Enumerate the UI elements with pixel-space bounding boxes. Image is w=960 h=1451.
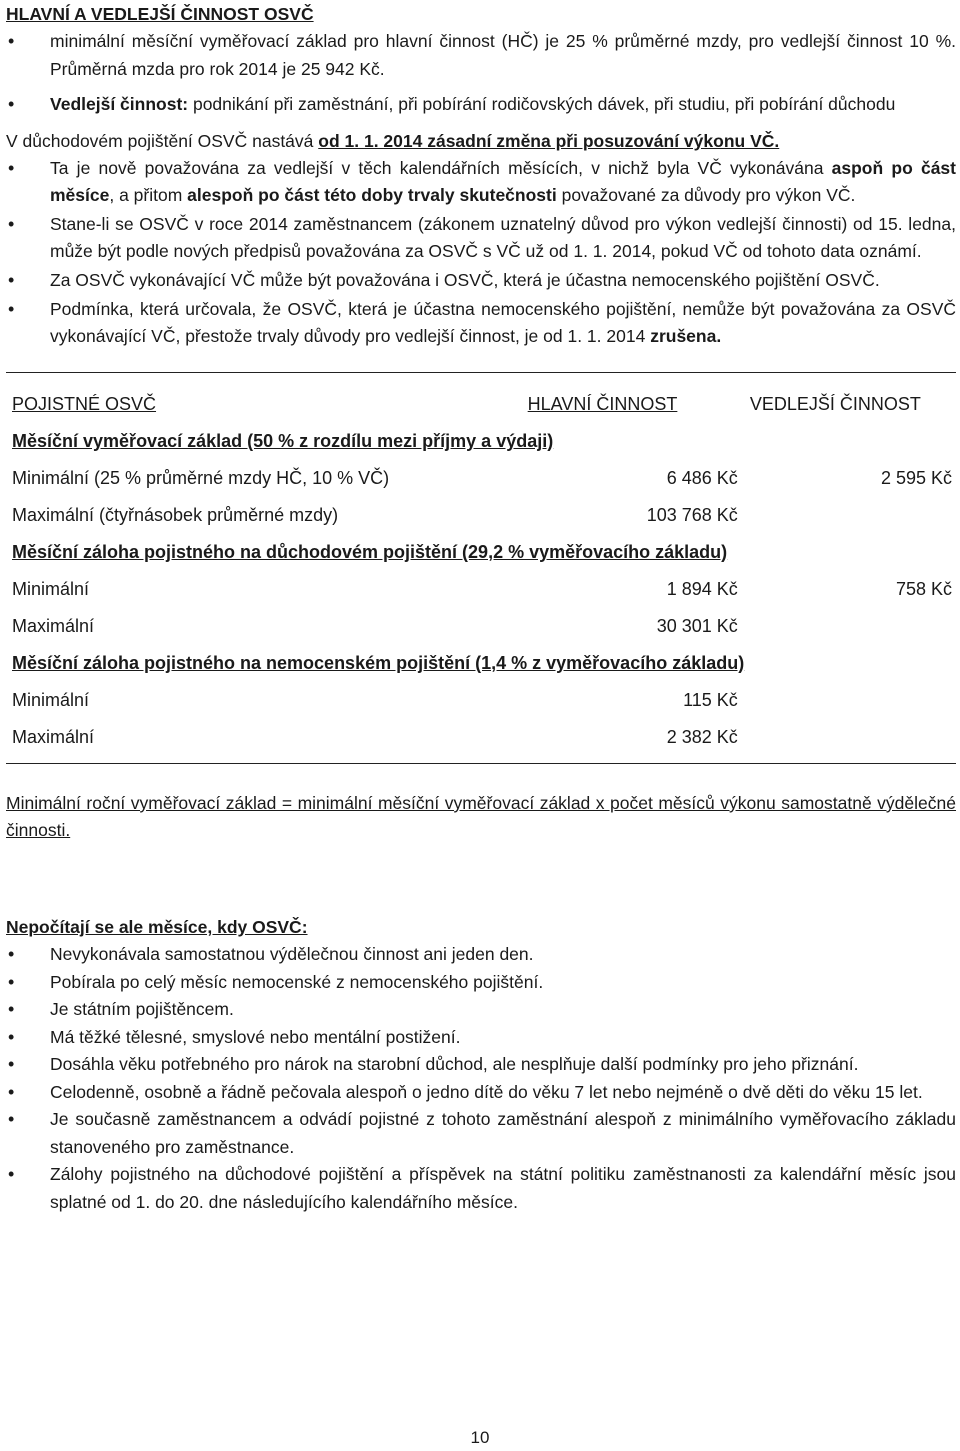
table-row — [6, 714, 956, 751]
row-label: Minimální — [12, 690, 90, 710]
intro-list — [6, 27, 956, 118]
section-title: Měsíční záloha pojistného na důchodovém pojištění (29,2 % vyměřovacího základu) — [12, 542, 728, 562]
table-row — [6, 677, 956, 714]
rule-1-text-a: Ta je nově považována za vedlejší v těch kalendářních měsících, v nichž byla VČ vykonávána — [50, 158, 832, 178]
row-label: Minimální (25 % průměrné mzdy HČ, 10 % VČ) — [12, 468, 390, 488]
col-header-side: VEDLEJŠÍ ČINNOST — [749, 394, 921, 414]
row-value-main: 30 301 Kč — [656, 616, 738, 636]
side-activity-label: Vedlejší činnost: — [50, 94, 189, 114]
row-value-main: 115 Kč — [683, 690, 738, 710]
excluded-months-list — [6, 941, 956, 1216]
rule-1 — [6, 155, 956, 209]
row-value-side: 758 Kč — [895, 579, 952, 599]
col-header-main: HLAVNÍ ČINNOST — [527, 394, 678, 414]
row-label: Maximální — [12, 727, 95, 747]
rules-list — [6, 155, 956, 350]
lead-emphasis: od 1. 1. 2014 zásadní změna při posuzování výkonu VČ. — [318, 131, 780, 151]
section-title: Měsíční záloha pojistného na nemocenském pojištění (1,4 % z vyměřovacího základu) — [12, 653, 745, 673]
intro-bullet-2 — [6, 90, 956, 118]
row-value-main: 103 768 Kč — [646, 505, 738, 525]
list-item: • Nevykonávala samostatnou výdělečnou činnost ani jeden den. — [6, 941, 956, 969]
list-item: • Zálohy pojistného na důchodové pojištění a příspěvek na státní politiku zaměstnanosti za kalendářní měsíc jsou splatné od 1. do 20. dne následujícího kalendářního měsíce. — [6, 1161, 956, 1216]
row-label: Minimální — [12, 579, 90, 599]
rule-4-bold: zrušena. — [650, 326, 722, 346]
pension-change-paragraph — [6, 127, 956, 155]
table-section-base — [6, 418, 956, 455]
row-value-main: 1 894 Kč — [666, 579, 738, 599]
table-row — [6, 603, 956, 640]
list-item: • Pobírala po celý měsíc nemocenské z nemocenského pojištění. — [6, 969, 956, 997]
list-item: • Dosáhla věku potřebného pro nárok na starobní důchod, ale nesplňuje další podmínky pro jeho přiznání. — [6, 1051, 956, 1079]
annual-base-note: Minimální roční vyměřovací základ = minimální měsíční vyměřovací základ x počet měsíců výkonu samostatně výdělečné činnosti. — [6, 793, 956, 840]
col-header-insurance: POJISTNÉ OSVČ — [12, 394, 157, 414]
rule-1-bold-b: alespoň po část této doby trvaly skutečnosti — [187, 185, 557, 205]
rule-3: • Za OSVČ vykonávající VČ může být považována i OSVČ, která je účastna nemocenského pojištění OSVČ. — [6, 267, 956, 294]
document-page — [6, 0, 956, 1216]
row-value-main: 6 486 Kč — [666, 468, 738, 488]
rule-2: • Stane-li se OSVČ v roce 2014 zaměstnancem (zákonem uznatelný důvod pro výkon vedlejší činnosti) od 15. ledna, může být podle nových předpisů považována za OSVČ s VČ už od 1. 1. 2014, pokud VČ od tohoto data oznámí. — [6, 211, 956, 265]
list-item: • Je současně zaměstnancem a odvádí pojistné z tohoto zaměstnání alespoň z minimálního vyměřovacího základu stanoveného pro zaměstnance. — [6, 1106, 956, 1161]
table-row — [6, 455, 956, 492]
lead-text: V důchodovém pojištění OSVČ nastává — [6, 131, 319, 151]
list-item: • Má těžké tělesné, smyslové nebo mentální postižení. — [6, 1024, 956, 1052]
section-title: Měsíční vyměřovací základ (50 % z rozdílu mezi příjmy a výdaji) — [12, 431, 554, 451]
intro-bullet-1: • minimální měsíční vyměřovací základ pro hlavní činnost (HČ) je 25 % průměrné mzdy, pro vedlejší činnost 10 %. Průměrná mzda pro rok 2014 je 25 942 Kč. — [6, 27, 956, 83]
section-heading: HLAVNÍ A VEDLEJŠÍ ČINNOST OSVČ — [6, 4, 314, 24]
row-label: Maximální (čtyřnásobek průměrné mzdy) — [12, 505, 339, 525]
table-row — [6, 492, 956, 529]
table-section-pension — [6, 529, 956, 566]
excluded-months-heading: Nepočítají se ale měsíce, kdy OSVČ: — [6, 917, 308, 937]
side-activity-text: podnikání při zaměstnání, při pobírání rodičovských dávek, při studiu, při pobírání důchodu — [188, 94, 896, 114]
row-label: Maximální — [12, 616, 95, 636]
table-header-row — [6, 381, 956, 418]
rule-4 — [6, 296, 956, 350]
insurance-table — [6, 372, 956, 764]
list-item: • Je státním pojištěncem. — [6, 996, 956, 1024]
row-value-main: 2 382 Kč — [666, 727, 738, 747]
row-value-side: 2 595 Kč — [880, 468, 952, 488]
page-number: 10 — [470, 1428, 490, 1447]
rule-1-bold-a: aspoň po část měsíce — [50, 158, 956, 205]
rule-4-text: Podmínka, která určovala, že OSVČ, která je účastna nemocenského pojištění, nemůže být považována za OSVČ vykonávající VČ, přestože trvaly důvody pro vedlejší činnost, je od 1. 1. 2014 — [50, 299, 956, 346]
list-item: • Celodenně, osobně a řádně pečovala alespoň o jedno dítě do věku 7 let nebo nejméně o dvě děti do věku 15 let. — [6, 1079, 956, 1107]
table-row — [6, 566, 956, 603]
rule-1-text-b: , a přitom — [109, 185, 188, 205]
table-section-sickness — [6, 640, 956, 677]
rule-1-text-c: považované za důvody pro výkon VČ. — [556, 185, 856, 205]
